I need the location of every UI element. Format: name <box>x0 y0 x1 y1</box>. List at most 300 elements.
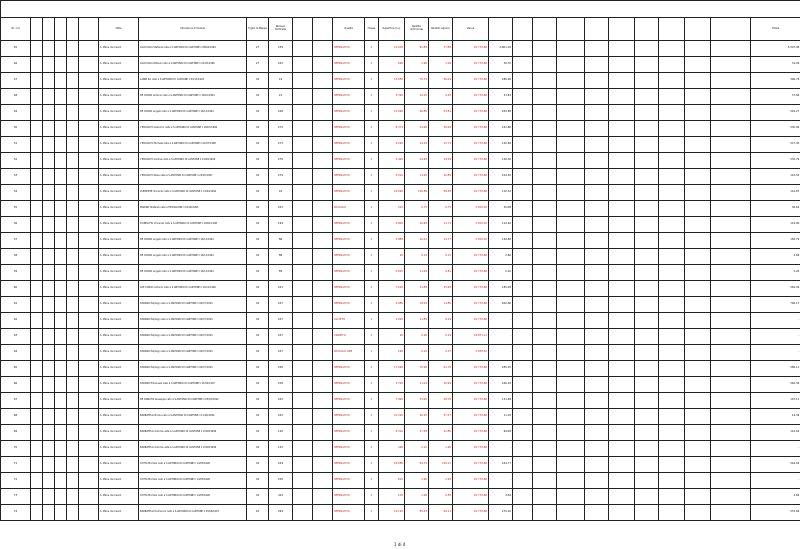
cell-part: 86 <box>269 233 293 249</box>
cell-rd: 0,75 <box>405 201 429 217</box>
cell-cl: 2 <box>365 377 379 393</box>
table-row <box>1 169 800 185</box>
cell-n: 47 <box>1 73 31 89</box>
cell-ra: 13,77 <box>429 233 453 249</box>
cell-part: 89 <box>269 265 293 281</box>
cell-n: 64 <box>1 345 31 361</box>
cell-n: 49 <box>1 105 31 121</box>
cell-cl: 2 <box>365 185 379 201</box>
cell-cl: 2 <box>365 121 379 137</box>
cell-cl: 2 <box>365 217 379 233</box>
cell-ind: 30,70 <box>489 57 513 73</box>
table-row <box>1 489 800 505</box>
col-header-ra: Reddito Agrario <box>429 18 453 41</box>
cell-rd: 11,69 <box>405 265 429 281</box>
cell-ra: 13,74 <box>429 217 453 233</box>
cell-n: 60 <box>1 281 31 297</box>
cell-qual: SEMINATIVO <box>333 105 365 121</box>
cell-val: 10.778,86 <box>453 489 489 505</box>
cell-cl: 2 <box>365 41 379 57</box>
cell-comune: S. Maria dei Cavoli <box>99 153 139 169</box>
cell-ra: 0,07 <box>429 345 453 361</box>
cell-sup: 7.100 <box>379 281 405 297</box>
cell-part: 88 <box>269 249 293 265</box>
cell-ind: 128,80 <box>489 233 513 249</box>
cell-desc: DE CORSO Angelo nato a S.ANTONIO DI CANTONE il 16/12/1994 <box>139 265 247 281</box>
cell-val: 5.450,26 <box>453 201 489 217</box>
header-row-2 <box>1 18 800 41</box>
cell-desc: CIACCIOCA Stefania nata a S.ANTONIO DI CANTONE il 08/04/1999 <box>139 41 247 57</box>
cell-fg: 34 <box>247 489 269 505</box>
cell-rd: 66,80 <box>405 105 429 121</box>
cell-fg: 34 <box>247 121 269 137</box>
cell-part: 19 <box>269 73 293 89</box>
cell-rd: 3,60 <box>405 57 429 73</box>
cell-fg: 34 <box>247 393 269 409</box>
cell-qual: SEMINATIVO <box>333 361 365 377</box>
cell-desc: DE CORSO Antonio nato a S.ANTONIO DI CANTONE il 10/10/1994 <box>139 89 247 105</box>
cell-ra: 89,38 <box>429 185 453 201</box>
cell-comune: S. Maria dei Cavoli <box>99 361 139 377</box>
cell-ind: 400,80 <box>489 297 513 313</box>
cell-n: 54 <box>1 185 31 201</box>
table-row <box>1 137 800 153</box>
table-row <box>1 41 800 57</box>
cell-n: 71 <box>1 457 31 473</box>
cell-desc: LANNI Pio nato a S.ANTONIO DI CANTONE il 03/11/1993 <box>139 73 247 89</box>
cell-n: 50 <box>1 121 31 137</box>
cell-part: 249 <box>269 457 293 473</box>
cell-sup: 8.374 <box>379 121 405 137</box>
cell-cl: 2 <box>365 489 379 505</box>
cell-desc: CIACCIOCA Ottavio nato a S.ANTONIO DI CANTONE il 01/03/1998 <box>139 57 247 73</box>
cell-sup: 19.120 <box>379 505 405 521</box>
cell-cl: 2 <box>365 393 379 409</box>
col-header-valore: Valore <box>453 18 489 41</box>
cell-rd: 16,42 <box>405 233 429 249</box>
cell-comune: S. Maria dei Cavoli <box>99 89 139 105</box>
cell-val: 10.778,86 <box>453 41 489 57</box>
cell-cl: 2 <box>365 297 379 313</box>
cell-part: 242 <box>269 393 293 409</box>
col-header-classe: Classe <box>365 18 379 41</box>
cell-part: 21 <box>269 89 293 105</box>
cell-rd: 34,66 <box>405 121 429 137</box>
cell-tot: 286,11 <box>751 361 800 377</box>
cell-val: 10.778,86 <box>453 281 489 297</box>
cell-cl: 2 <box>365 73 379 89</box>
cell-sup: 3.988 <box>379 233 405 249</box>
cell-ra: 77,88 <box>429 41 453 57</box>
cell-qual: SEMINATIVO <box>333 41 365 57</box>
cell-ind: 2,66 <box>489 249 513 265</box>
cell-part: 258 <box>269 377 293 393</box>
cell-sup: 290 <box>379 345 405 361</box>
cell-qual: SEMINATIVO <box>333 473 365 489</box>
cell-ra: 69,13 <box>429 505 453 521</box>
cell-tot: 4,84 <box>751 489 800 505</box>
cell-fg: 34 <box>247 153 269 169</box>
cell-desc: CLEMENTE Vincenzo nato a S.ANTONIO DI CANTONE il 14/04/1991 <box>139 185 247 201</box>
cell-val: 10.778,86 <box>453 297 489 313</box>
cell-val: 10.778,86 <box>453 169 489 185</box>
table-row <box>1 153 800 169</box>
cell-fg: 34 <box>247 137 269 153</box>
cell-ra: 3,09 <box>429 57 453 73</box>
cell-cl: 1 <box>365 345 379 361</box>
cell-desc: SORANO Pierluigi nato a S.ANTONIO DI CANTONE il 04/07/1993 <box>139 297 247 313</box>
cell-desc: COTTA Michele nato a S.ANTONIO DI CANTONE il 14/05/1990 <box>139 457 247 473</box>
page-number: 1 di 4 <box>394 542 406 547</box>
col-header-foglio: Foglio di Mappa <box>247 18 269 41</box>
cell-rd: 11,89 <box>405 313 429 329</box>
cell-n: 62 <box>1 313 31 329</box>
cell-comune: S. Maria dei Cavoli <box>99 377 139 393</box>
cell-comune: S. Maria dei Cavoli <box>99 505 139 521</box>
cell-val: 10.778,86 <box>453 185 489 201</box>
table-row <box>1 121 800 137</box>
cell-cl: 2 <box>365 473 379 489</box>
cell-comune: S. Maria dei Cavoli <box>99 233 139 249</box>
cell-qual: SEMINATIVO <box>333 121 365 137</box>
cell-rd: 76,98 <box>405 361 429 377</box>
table-row <box>1 441 800 457</box>
cell-fg: 34 <box>247 73 269 89</box>
cell-desc: MARINO Stefania nata a FROSOLONE il 01/06/1995 <box>139 201 247 217</box>
cell-rd: 46,36 <box>405 409 429 425</box>
cell-val: 18.871,11 <box>453 329 489 345</box>
cell-fg: 34 <box>247 217 269 233</box>
cell-val: 10.778,86 <box>453 457 489 473</box>
cell-desc: LOE CORSO Antonio nato a S.ANTONIO DI CANTONE il 10/11/1990 <box>139 281 247 297</box>
header-row-1 <box>1 1 800 18</box>
cell-ind: 110,46 <box>489 217 513 233</box>
cell-tot: 31,09 <box>751 57 800 73</box>
cell-val: 10.778,86 <box>453 393 489 409</box>
cell-tot: 197,11 <box>751 393 800 409</box>
cell-val: 10.778,86 <box>453 153 489 169</box>
cell-tot: - <box>751 441 800 457</box>
cell-cl: 2 <box>365 441 379 457</box>
cell-comune: S. Maria dei Cavoli <box>99 217 139 233</box>
cell-fg: 34 <box>247 473 269 489</box>
cell-sup: 18.980 <box>379 457 405 473</box>
cell-sup: 10.340 <box>379 409 405 425</box>
cell-fg: 34 <box>247 265 269 281</box>
cell-part: 241 <box>269 281 293 297</box>
cell-rd: 33,60 <box>405 393 429 409</box>
cell-fg: 34 <box>247 409 269 425</box>
cell-rd: 24,68 <box>405 153 429 169</box>
cell-ind: - <box>489 329 513 345</box>
cell-desc: BARBATELLI Antonia nata a S.ANTONIO DI CANTONE il 23/08/1996 <box>139 441 247 457</box>
table-row <box>1 473 800 489</box>
cell-ra: 37,37 <box>429 409 453 425</box>
cell-val: 10.778,86 <box>453 265 489 281</box>
cell-tot: 182,79 <box>751 233 800 249</box>
cell-qual: SEMINATIVO <box>333 265 365 281</box>
cell-qual: SEMINATIVO <box>333 233 365 249</box>
cell-ra: 8,29 <box>429 313 453 329</box>
cell-comune: S. Maria dei Cavoli <box>99 137 139 153</box>
cell-comune: S. Maria dei Cavoli <box>99 41 139 57</box>
table-row <box>1 265 800 281</box>
cell-ind: 285,25 <box>489 361 513 377</box>
cell-desc: SORANO Pierluigi nato a S.ANTONIO DI CANTONE il 04/07/1993 <box>139 329 247 345</box>
cell-fg: 34 <box>247 329 269 345</box>
cell-ind: 246,18 <box>489 377 513 393</box>
cell-sup: 4.700 <box>379 377 405 393</box>
cell-desc: COTTA Michele nato a S.ANTONIO DI CANTONE il 14/05/1990 <box>139 489 247 505</box>
cell-part: 247 <box>269 345 293 361</box>
cell-val: 10.778,86 <box>453 377 489 393</box>
cell-rd: 31,88 <box>405 281 429 297</box>
table-row <box>1 89 800 105</box>
cell-comune: S. Maria dei Cavoli <box>99 169 139 185</box>
cell-desc: DE DONATIS Giuseppe nato a S.ANTONIO DI CANTONE il 03/03/1992 <box>139 393 247 409</box>
cell-comune: S. Maria dei Cavoli <box>99 121 139 137</box>
cell-n: 74 <box>1 505 31 521</box>
cell-sup: 2.200 <box>379 313 405 329</box>
cell-desc: COTTA Michele nato a S.ANTONIO DI CANTONE il 14/05/1990 <box>139 473 247 489</box>
cell-qual: SEMINATIVO <box>333 137 365 153</box>
cell-qual: SEMINATIVO <box>333 441 365 457</box>
cell-tot: 244,92 <box>751 457 800 473</box>
cell-ra: 1,66 <box>429 441 453 457</box>
table-row <box>1 217 800 233</box>
cell-qual: SEMINATIVO <box>333 457 365 473</box>
cell-ind: 99,98 <box>489 425 513 441</box>
cell-rd: 95,88 <box>405 41 429 57</box>
table-row <box>1 393 800 409</box>
cell-cl: 2 <box>365 457 379 473</box>
cell-desc: L'ERCOLITO Andrea nato a S.ANTONIO DI CANTONE il 14/09/1999 <box>139 153 247 169</box>
cell-n: 67 <box>1 393 31 409</box>
cell-comune: S. Maria dei Cavoli <box>99 409 139 425</box>
cell-n: 66 <box>1 377 31 393</box>
cell-ind: 270,16 <box>489 505 513 521</box>
cell-part: 91 <box>269 185 293 201</box>
cell-ind: 185,49 <box>489 281 513 297</box>
cell-val: 10.778,86 <box>453 89 489 105</box>
cell-val: 10.778,86 <box>453 137 489 153</box>
table-row <box>1 297 800 313</box>
table-row <box>1 73 800 89</box>
cell-tot: 14,39 <box>751 409 800 425</box>
cell-sup: 6.310 <box>379 425 405 441</box>
cell-comune: S. Maria dei Cavoli <box>99 249 139 265</box>
cell-tot: 217,45 <box>751 137 800 153</box>
col-header-ubicazione: Ubicazione immobile <box>139 18 247 41</box>
cell-qual: SEMINATIVO <box>333 217 365 233</box>
cell-comune: S. Maria dei Cavoli <box>99 297 139 313</box>
cell-ind: 4,84 <box>489 489 513 505</box>
cell-sup: 3.800 <box>379 217 405 233</box>
cell-n: 57 <box>1 233 31 249</box>
cell-rd: 0,22 <box>405 345 429 361</box>
cell-sup: 860 <box>379 57 405 73</box>
cell-cl: 2 <box>365 409 379 425</box>
cell-ind: 104,30 <box>489 169 513 185</box>
cell-ind: 161,80 <box>489 121 513 137</box>
cell-n: 73 <box>1 489 31 505</box>
table-row <box>1 233 800 249</box>
cell-n: 63 <box>1 329 31 345</box>
cell-rd: 18,28 <box>405 297 429 313</box>
cell-qual: SEMINATIVO <box>333 249 365 265</box>
table-row <box>1 505 800 521</box>
cell-rd: 85,33 <box>405 505 429 521</box>
cell-comune: S. Maria dei Cavoli <box>99 313 139 329</box>
cell-comune: S. Maria dei Cavoli <box>99 57 139 73</box>
col-header-ditta: Ditta <box>99 18 139 41</box>
cell-n: 69 <box>1 425 31 441</box>
cell-qual: PASCOLO <box>333 201 365 217</box>
cell-part: 199 <box>269 217 293 233</box>
cell-sup: 14.890 <box>379 105 405 121</box>
cell-n: 70 <box>1 441 31 457</box>
cell-desc: DE CORSO Angelo nato a S.ANTONIO DI CANTONE il 16/12/1994 <box>139 249 247 265</box>
cell-sup: 4.080 <box>379 297 405 313</box>
cell-sup: 5.460 <box>379 153 405 169</box>
table-row <box>1 345 800 361</box>
col-header-rd: Reddito dominicale <box>405 18 429 41</box>
cell-sup: 17.090 <box>379 361 405 377</box>
cell-n: 45 <box>1 41 31 57</box>
cell-tot: 122,64 <box>751 425 800 441</box>
cell-part: 444 <box>269 489 293 505</box>
cell-desc: BARBATELLI Antonia nata a S.ANTONIO DI CANTONE il 23/08/1996 <box>139 425 247 441</box>
cell-tot: 282,09 <box>751 281 800 297</box>
cell-rd: 3,66 <box>405 473 429 489</box>
cell-part: 279 <box>269 169 293 185</box>
cell-desc: L'ERCOLITO Michela nata a S.ANTONIO DI CANTONE il 02/07/1998 <box>139 137 247 153</box>
cell-tot: 244,27 <box>751 105 800 121</box>
table-row <box>1 201 800 217</box>
cell-cl: 2 <box>365 89 379 105</box>
cell-tot: 232,79 <box>751 153 800 169</box>
cell-qual: PASCOLO ARB <box>333 345 365 361</box>
cell-val: 10.778,86 <box>453 313 489 329</box>
cell-part: 140 <box>269 425 293 441</box>
cell-ra: 14,80 <box>429 297 453 313</box>
table-row <box>1 409 800 425</box>
cell-cl: 1 <box>365 201 379 217</box>
cell-val: 10.778,86 <box>453 473 489 489</box>
cell-rd: 13,60 <box>405 169 429 185</box>
cell-qual: SEMINATIVO <box>333 185 365 201</box>
cell-cl: 2 <box>365 281 379 297</box>
cell-ind: - <box>489 313 513 329</box>
cell-rd: 19,28 <box>405 137 429 153</box>
cell-fg: 34 <box>247 201 269 217</box>
cell-cl: 2 <box>365 265 379 281</box>
cell-rd: 0,19 <box>405 249 429 265</box>
cell-comune: S. Maria dei Cavoli <box>99 441 139 457</box>
cell-val: 10.778,86 <box>453 425 489 441</box>
cell-ind: 205,88 <box>489 105 513 121</box>
cell-comune: S. Maria dei Cavoli <box>99 105 139 121</box>
cell-ra: 10,89 <box>429 169 453 185</box>
cell-sup: 2.830 <box>379 265 405 281</box>
cell-n: 58 <box>1 249 31 265</box>
cell-fg: 34 <box>247 249 269 265</box>
cell-ra: 0,83 <box>429 489 453 505</box>
cell-qual: SEMINATIVO <box>333 505 365 521</box>
cell-fg: 34 <box>247 361 269 377</box>
cell-qual: SEMINATIVO <box>333 281 365 297</box>
cell-ind: - <box>489 441 513 457</box>
cell-sup: 15.650 <box>379 73 405 89</box>
cell-part: 276 <box>269 153 293 169</box>
table-row <box>1 361 800 377</box>
cell-cl: 2 <box>365 233 379 249</box>
cell-ind: 110,54 <box>489 185 513 201</box>
cell-desc: L'ERCOLITO Rosa nata a S.ANTONIO DI CANTONE il 22/05/1997 <box>139 169 247 185</box>
cell-fg: 34 <box>247 89 269 105</box>
cell-qual: SEMINATIVO <box>333 89 365 105</box>
cell-desc: SORANO Emanuela nata a S.ANTONIO DI CANTONE il 21/02/1997 <box>139 377 247 393</box>
cell-ra: 0,15 <box>429 249 453 265</box>
cell-ind: 128,30 <box>489 153 513 169</box>
cell-ind: 244,77 <box>489 457 513 473</box>
cell-cl: 1 <box>365 313 379 329</box>
cell-desc: SORANO Pierluigi nato a S.ANTONIO DI CANTONE il 04/07/1993 <box>139 345 247 361</box>
cell-val: 5.450,26 <box>453 217 489 233</box>
cell-val: 10.778,86 <box>453 361 489 377</box>
cell-sup: 7.960 <box>379 393 405 409</box>
cell-sup: 40 <box>379 329 405 345</box>
cell-tot: 122,55 <box>751 169 800 185</box>
cell-cl: 2 <box>365 137 379 153</box>
cell-part: 247 <box>269 329 293 345</box>
cell-sup: 230 <box>379 489 405 505</box>
cell-val: 10.778,86 <box>453 57 489 73</box>
cell-part: 247 <box>269 297 293 313</box>
cell-rd: 84,79 <box>405 457 429 473</box>
cell-part: 223 <box>269 201 293 217</box>
cell-qual: SEMINATIVO <box>333 393 365 409</box>
cell-desc: D'ABELITTA Vincenzo nato a S.ANTONIO DI CANTONE il 18/01/1998 <box>139 217 247 233</box>
cell-ind: 131,69 <box>489 393 513 409</box>
cell-val: 5.450,26 <box>453 233 489 249</box>
cell-desc: DE CORSO Angelo nato a S.ANTONIO DI CANTONE il 16/12/1994 <box>139 233 247 249</box>
cell-ra: 0,75 <box>429 201 453 217</box>
cell-comune: S. Maria dei Cavoli <box>99 185 139 201</box>
cell-part: 242 <box>269 409 293 425</box>
cell-tot: 396,76 <box>751 73 800 89</box>
table-row <box>1 57 800 73</box>
cell-sup: 40 <box>379 249 405 265</box>
cell-cl: 2 <box>365 105 379 121</box>
cell-ra: 0,29 <box>429 329 453 345</box>
cell-val: 10.778,86 <box>453 441 489 457</box>
cell-part: 256 <box>269 361 293 377</box>
table-row <box>1 313 800 329</box>
cell-qual: SEMINATIVO <box>333 73 365 89</box>
cell-sup: 2.390 <box>379 89 405 105</box>
col-header-particella: Numero Particella <box>269 18 293 41</box>
cell-part: 299 <box>269 505 293 521</box>
cell-tot: 3,20 <box>751 265 800 281</box>
cell-qual: VIGNETO <box>333 329 365 345</box>
cell-tot: 270,66 <box>751 505 800 521</box>
cell-val: 10.778,86 <box>453 121 489 137</box>
cell-sup: 810 <box>379 473 405 489</box>
cell-ra: 9,81 <box>429 265 453 281</box>
cell-ind: 11,18 <box>489 409 513 425</box>
cell-fg: 27 <box>247 57 269 73</box>
